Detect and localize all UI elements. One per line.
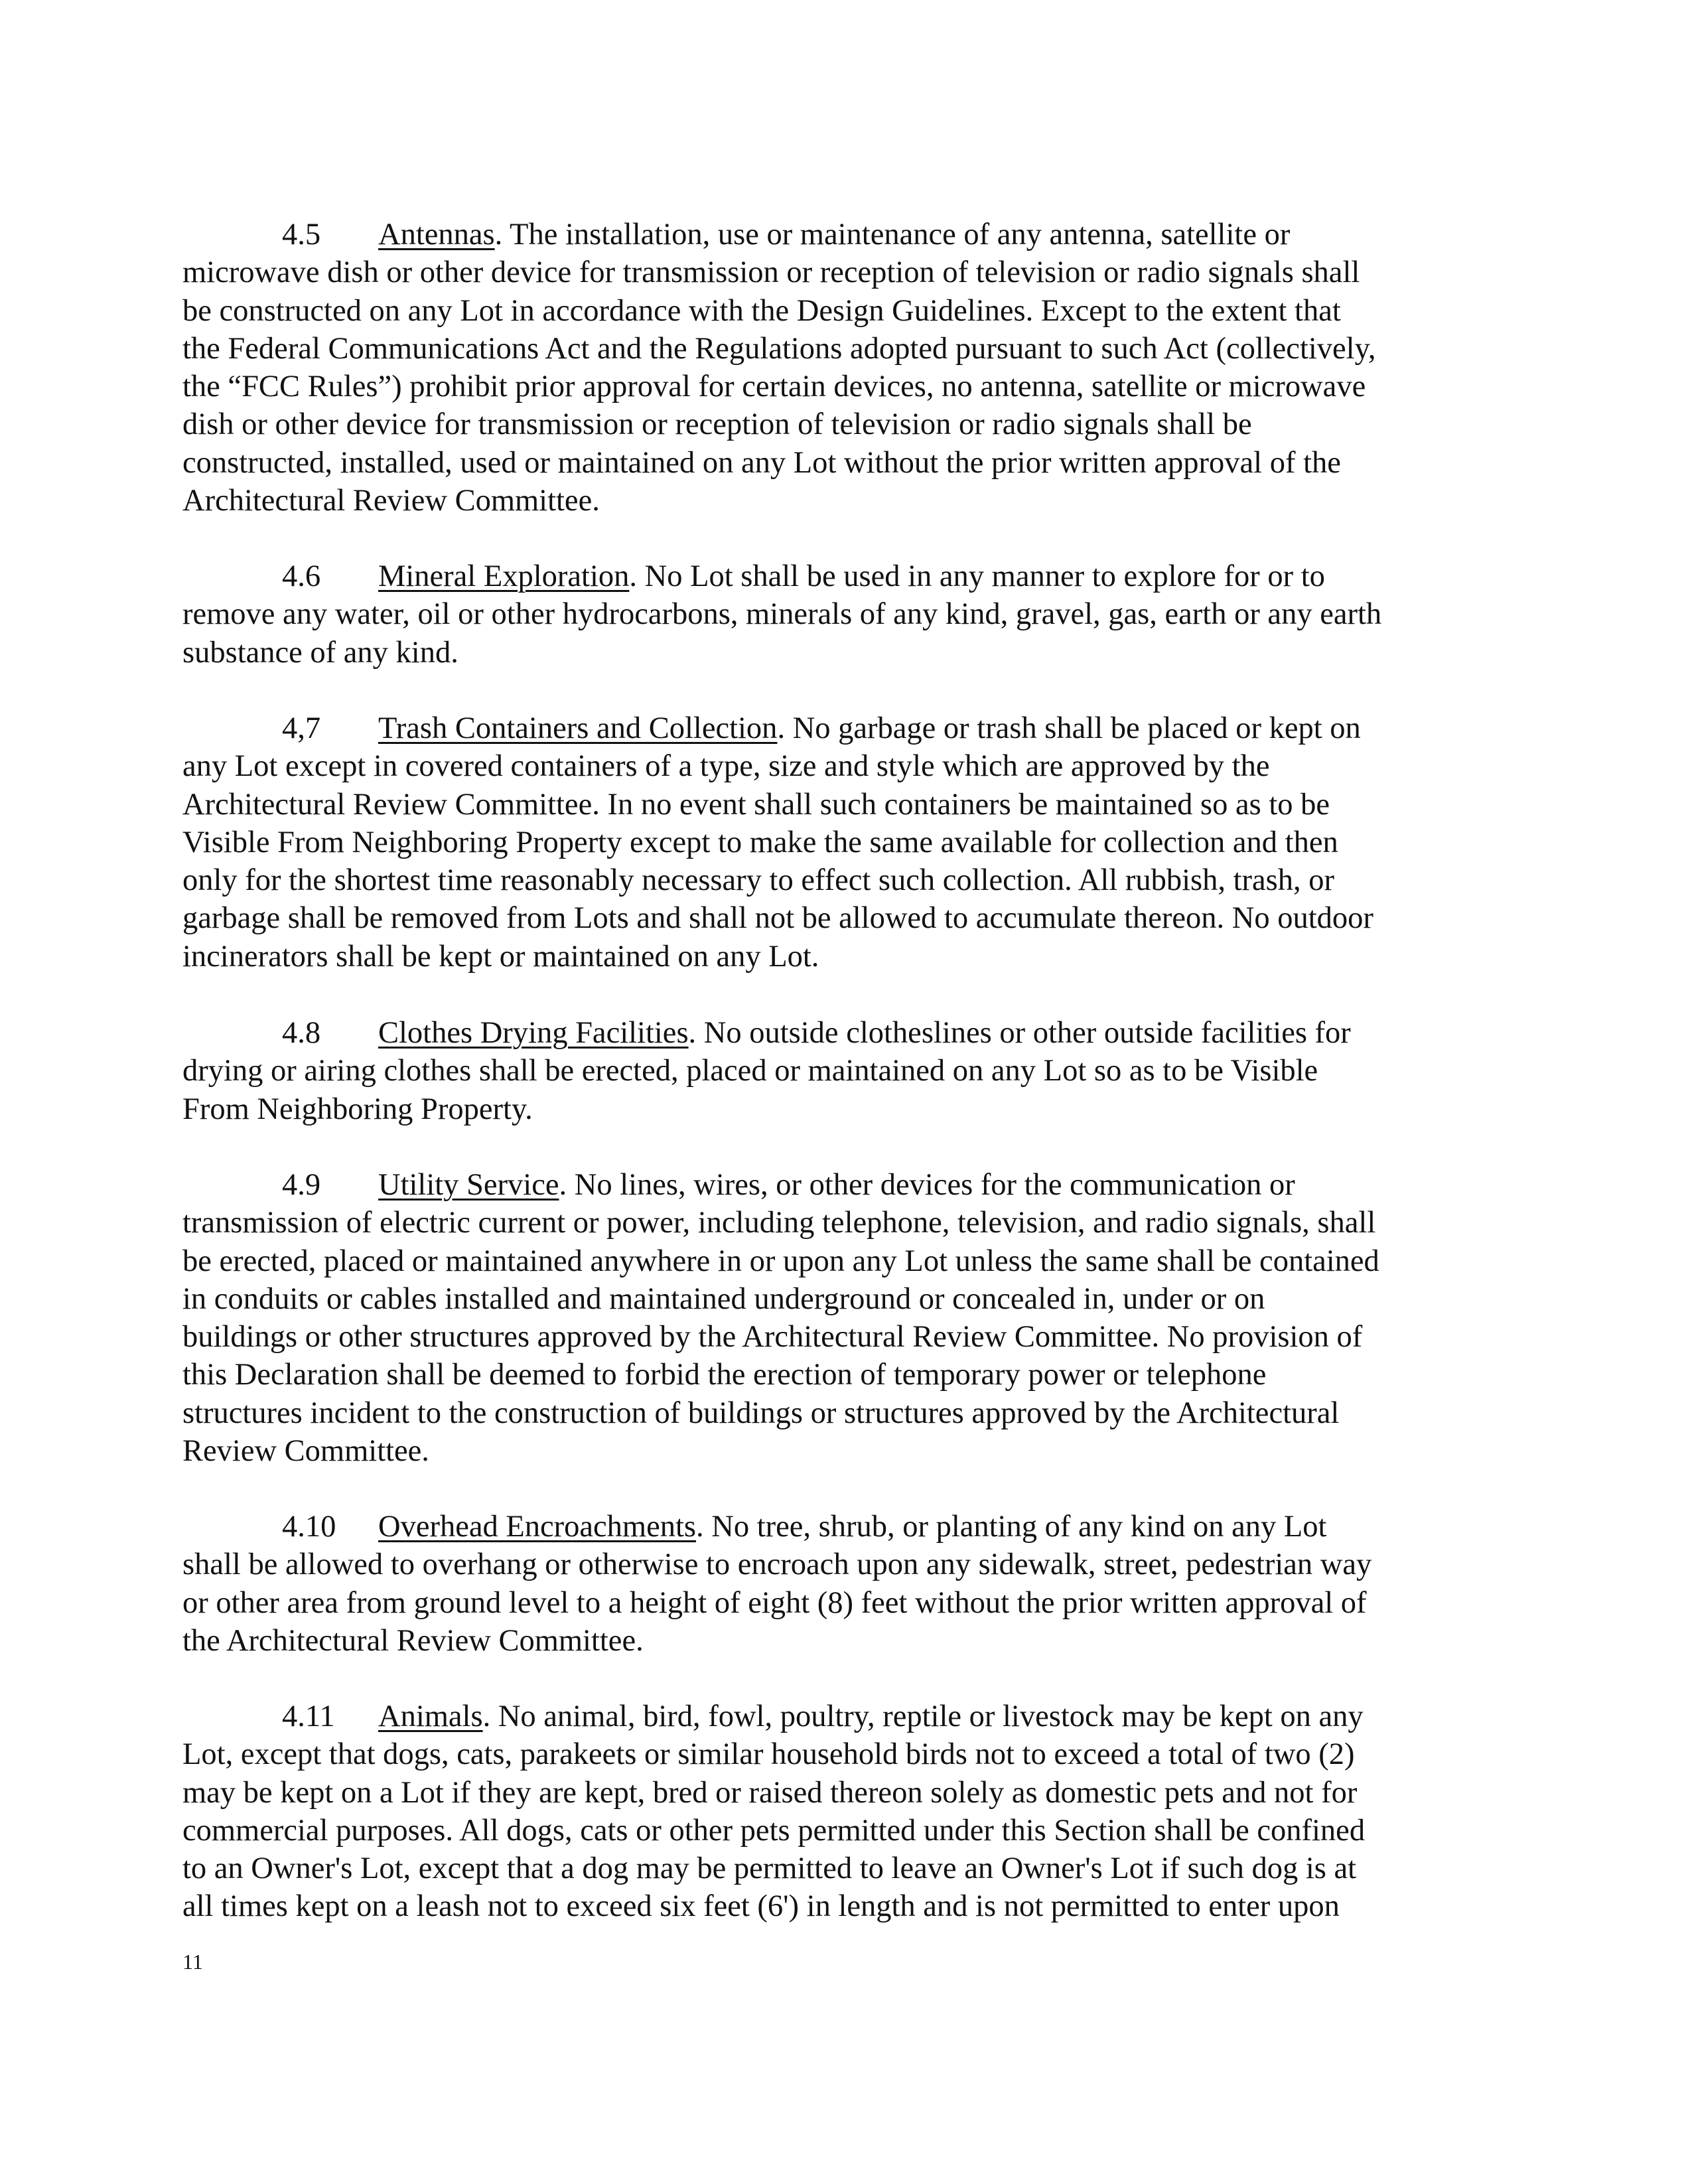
section-text-line: incinerators shall be kept or maintained on any Lot. [182, 939, 819, 974]
section-first-line [182, 709, 1473, 747]
section-number: 4.8 [282, 1016, 321, 1050]
section-text-line: the Architectural Review Committee. [182, 1623, 644, 1658]
section-text-line: dish or other device for transmission or reception of television or radio signals shall be [182, 407, 1252, 442]
section-text: . No lines, wires, or other devices for the communication or [559, 1168, 1295, 1202]
section-text-line: Lot, except that dogs, cats, parakeets or similar household birds not to exceed a total of two (2) [182, 1737, 1355, 1772]
page-number: 11 [182, 1950, 203, 1974]
section-number: 4,7 [282, 711, 321, 745]
section-4-6 [182, 557, 1473, 672]
section-text: . No Lot shall be used in any manner to explore for or to [629, 559, 1325, 593]
section-number: 4.6 [282, 559, 321, 593]
section-text-line: From Neighboring Property. [182, 1092, 533, 1126]
section-text-line: any Lot except in covered containers of a type, size and style which are approved by the [182, 749, 1270, 784]
section-text-line: constructed, installed, used or maintained on any Lot without the prior written approval of the [182, 445, 1341, 480]
section-heading: Mineral Exploration [378, 559, 630, 593]
section-text-line: substance of any kind. [182, 635, 458, 670]
section-text-line: to an Owner's Lot, except that a dog may be permitted to leave an Owner's Lot if such dog is at [182, 1852, 1357, 1886]
section-first-line [182, 216, 1473, 254]
section-text-line: this Declaration shall be deemed to forbid the erection of temporary power or telephone [182, 1358, 1267, 1392]
section-4-5 [182, 216, 1473, 520]
section-4-10 [182, 1508, 1473, 1660]
section-first-line [182, 1166, 1473, 1204]
section-text: . No tree, shrub, or planting of any kind on any Lot [696, 1510, 1327, 1544]
section-4-8 [182, 1014, 1473, 1128]
section-text-line: buildings or other structures approved by the Architectural Review Committee. No provision of [182, 1320, 1363, 1354]
section-text: . The installation, use or maintenance of any antenna, satellite or [494, 218, 1291, 252]
section-text-line: in conduits or cables installed and maintained underground or concealed in, under or on [182, 1281, 1265, 1316]
section-heading: Overhead Encroachments [378, 1510, 696, 1544]
section-first-line [182, 1698, 1473, 1735]
section-text-line: Review Committee. [182, 1434, 429, 1469]
section-text: . No garbage or trash shall be placed or kept on [777, 711, 1361, 745]
section-text-line: only for the shortest time reasonably necessary to effect such collection. All rubbish, trash, or [182, 863, 1334, 898]
section-heading: Trash Containers and Collection [378, 711, 778, 745]
section-heading: Utility Service [378, 1168, 559, 1202]
section-first-line [182, 1508, 1473, 1546]
section-4-11 [182, 1698, 1473, 1926]
section-4-7 [182, 709, 1473, 976]
section-text-line: garbage shall be removed from Lots and shall not be allowed to accumulate thereon. No outdoor [182, 901, 1373, 936]
section-text-line: remove any water, oil or other hydrocarbons, minerals of any kind, gravel, gas, earth or any earth [182, 597, 1382, 632]
section-first-line [182, 1014, 1473, 1052]
section-text-line: Visible From Neighboring Property except to make the same available for collection and then [182, 825, 1338, 859]
section-text-line: Architectural Review Committee. [182, 484, 600, 518]
section-text-line: commercial purposes. All dogs, cats or other pets permitted under this Section shall be confined [182, 1813, 1366, 1848]
section-text-line: be constructed on any Lot in accordance with the Design Guidelines. Except to the extent that [182, 293, 1341, 328]
section-text-line: the “FCC Rules”) prohibit prior approval for certain devices, no antenna, satellite or microwave [182, 370, 1366, 404]
section-text-line: transmission of electric current or power, including telephone, television, and radio signals, shall [182, 1206, 1376, 1240]
section-number: 4.11 [282, 1700, 335, 1733]
section-text: . No animal, bird, fowl, poultry, reptile or livestock may be kept on any [482, 1700, 1364, 1733]
section-text-line: microwave dish or other device for transmission or reception of television or radio signals shall [182, 255, 1360, 290]
section-text-line: drying or airing clothes shall be erected, placed or maintained on any Lot so as to be Visible [182, 1054, 1318, 1088]
section-number: 4.5 [282, 218, 321, 252]
section-first-line [182, 557, 1473, 595]
section-text-line: structures incident to the construction of buildings or structures approved by the Architectural [182, 1396, 1340, 1430]
section-number: 4.9 [282, 1168, 321, 1202]
section-text-line: or other area from ground level to a height of eight (8) feet without the prior written approval of [182, 1585, 1367, 1620]
section-text: . No outside clotheslines or other outside facilities for [688, 1016, 1351, 1050]
section-4-9 [182, 1166, 1473, 1470]
section-heading: Clothes Drying Facilities [378, 1016, 689, 1050]
section-heading: Animals [378, 1700, 483, 1733]
section-text-line: be erected, placed or maintained anywhere in or upon any Lot unless the same shall be contained [182, 1244, 1379, 1278]
section-text-line: all times kept on a leash not to exceed six feet (6') in length and is not permitted to enter upon [182, 1889, 1340, 1924]
section-text-line: Architectural Review Committee. In no event shall such containers be maintained so as to be [182, 787, 1330, 822]
section-number: 4.10 [282, 1510, 336, 1544]
section-heading: Antennas [378, 218, 495, 252]
section-text-line: the Federal Communications Act and the Regulations adopted pursuant to such Act (collectively, [182, 331, 1376, 366]
section-text-line: shall be allowed to overhang or otherwise to encroach upon any sidewalk, street, pedestrian way [182, 1548, 1372, 1582]
section-text-line: may be kept on a Lot if they are kept, bred or raised thereon solely as domestic pets and not for [182, 1775, 1358, 1810]
